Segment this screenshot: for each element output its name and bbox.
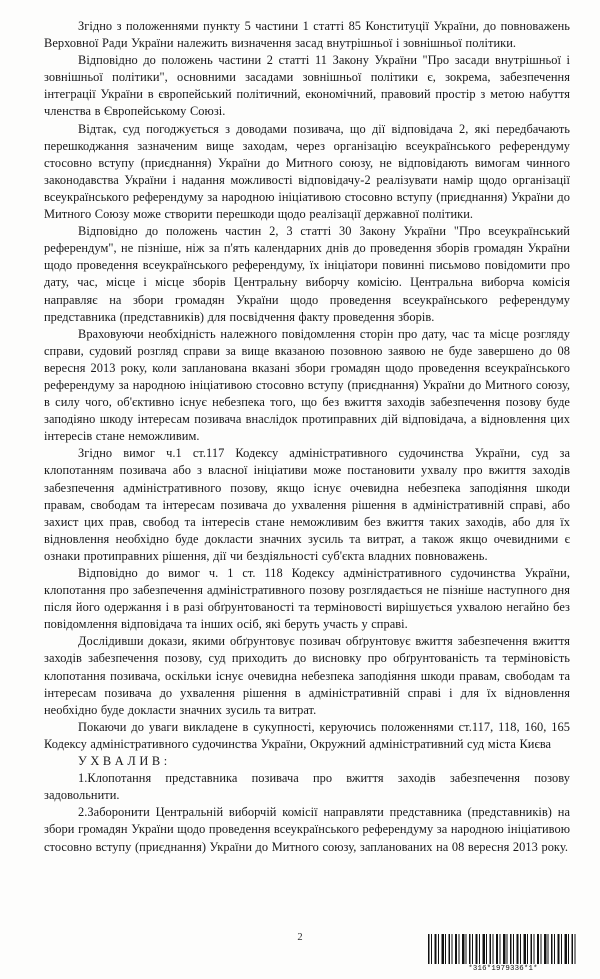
barcode-bars [428, 934, 578, 964]
barcode [428, 934, 578, 973]
paragraph: Відповідно до вимог ч. 1 ст. 118 Кодексу адміністративного судочинства України, клопотання про забезпечення адміністративного позову розглядається не пізніше наступного дня після його одержання і в разі обґрунтованості та терміновості вирішується ухвалою негайно без повідомлення відповідача та інших осіб, які беруть участь у справі. [44, 566, 570, 632]
ruling-heading: У Х В А Л И В : [78, 754, 168, 769]
paragraph: Відповідно до положень частини 2 статті 11 Закону України "Про засади внутрішньої і зовнішньої політики", основними засадами зовнішньої політики є, зокрема, забезпечення інтеграції України в європейський політичний, економічний, правовий простір з метою набуття членства в Європейському Союзі. [44, 53, 570, 119]
paragraph: Враховуючи необхідність належного повідомлення сторін про дату, час та місце розгляду справи, судовий розгляд справи за вище вказаною позовною заявою не буде завершено до 08 вересня 2013 року, коли запланована вказані збори громадян щодо проведення всеукраїнського референдуму за народною ініціативою стосовно вступу (приєднання) України до Митного союзу, в силу чого, об'єктивно існує небезпека того, що без вжиття заходів забезпечення позову буде заподіяно шкоду інтересам позивача внаслідок протиправних дій відповідача, а відновлення цих інтересів стане неможливим. [44, 326, 570, 444]
paragraph: Згідно з положеннями пункту 5 частини 1 статті 85 Конституції України, до повноважень Верховної Ради України належить визначення засад внутрішньої і зовнішньої політики. [44, 19, 570, 51]
document-body [44, 18, 570, 856]
paragraph: Відповідно до положень частин 2, 3 статті 30 Закону України "Про всеукраїнський референдум", не пізніше, ніж за п'ять календарних днів до проведення зборів громадян України щодо проведення всеукраїнського референдуму, їх ініціатори повинні письмово повідомити про дату, час, місце і місце зборів Центральну виборчу комісію. Центральна виборча комісія направляє на збори громадян України щодо проведення всеукраїнського референдуму представника (представників) для посвідчення факту проведення зборів. [44, 224, 570, 324]
barcode-label: *316*1979336*1* [468, 965, 538, 973]
paragraph: Відтак, суд погоджується з доводами позивача, що дії відповідача 2, які передбачають перешкоджання зазначеним вище заходам, через організацію всеукраїнського референдуму стосовно вступу (приєднання) України до Митного союзу, не відповідають вимогам чинного законодавства України і надання можливості відповідачу-2 реалізувати намір щодо організації всеукраїнського референдуму за народною ініціативою стосовно вступу (приєднання) України до Митного Союзу може створити перешкоди щодо реалізації державної політики. [44, 121, 570, 222]
ruling-item: 1.Клопотання представника позивача про вжиття заходів забезпечення позову задовольнити. [44, 771, 570, 803]
page-number: 2 [297, 932, 303, 943]
paragraph: Згідно вимог ч.1 ст.117 Кодексу адміністративного судочинства України, суд за клопотанням позивача або з власної ініціативи може постановити ухвалу про вжиття заходів забезпечення адміністративного позову, якщо існує очевидна небезпека заподіяння шкоди правам, свободам та інтересам позивача до ухвалення рішення в адміністративній справі, або захист цих прав, свобод та інтересів стане неможливим без вжиття таких заходів, або для їх відновлення необхідно буде докласти значних зусиль та витрат, а також якщо очевидними є ознаки протиправних рішення, дії чи бездіяльності суб'єкта владних повноважень. [44, 446, 570, 563]
paragraph: Покаючи до уваги викладене в сукупності, керуючись положеннями ст.117, 118, 160, 165 Кодексу адміністративного судочинства України, Окружний адміністративний суд міста Києва [44, 719, 570, 751]
ruling-item: 2.Заборонити Центральній виборчій комісії направляти представника (представників) на збори громадян України щодо проведення всеукраїнського референдуму за народною ініціативою стосовно вступу (приєднання) України до Митного союзу, запланованих на 08 вересня 2013 року. [44, 805, 570, 854]
paragraph: Дослідивши докази, якими обґрунтовує позивач обґрунтовує вжиття забезпечення вжиття заходів забезпечення позову, суд приходить до висновку про обґрунтованість та терміновість клопотання позивача, оскільки існує очевидна небезпека заподіяння шкоди правам, свободам та інтересам позивача до ухвалення рішення в адміністративній справі і для їх відновлення необхідно буде докласти значних зусиль та витрат. [44, 634, 570, 717]
